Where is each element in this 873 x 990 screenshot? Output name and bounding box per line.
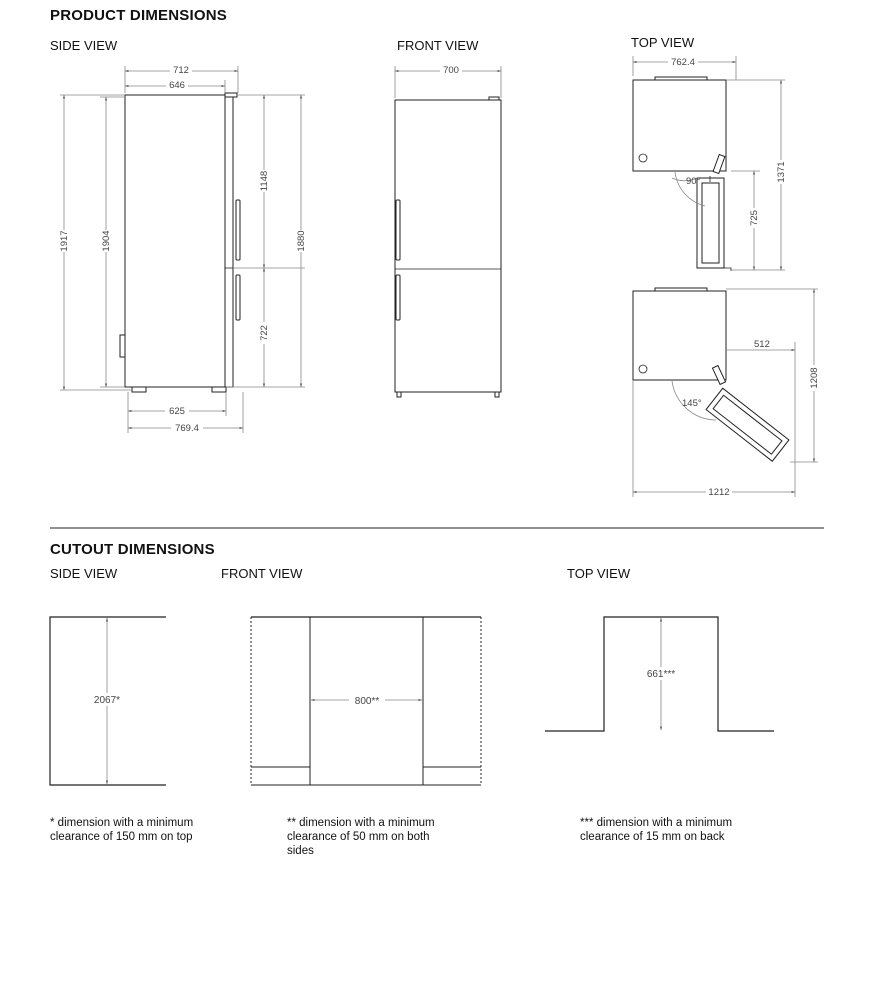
top-width-145-label: 1212 <box>708 487 730 498</box>
product-dimensions-heading: PRODUCT DIMENSIONS <box>50 7 227 24</box>
top-clear-512-label: 512 <box>754 339 770 350</box>
top-angle-90-label: 90° <box>686 176 701 187</box>
front-width-label: 700 <box>443 65 459 76</box>
top-angle-145-label: 145° <box>682 398 702 409</box>
cutout-top-note: *** dimension with a minimum clearance of 15 mm on back <box>580 817 733 843</box>
cutout-top-dim-label: 661*** <box>646 669 676 680</box>
cutout-top-view-label: TOP VIEW <box>567 566 631 581</box>
side-depth-open-label: 769.4 <box>175 423 199 434</box>
product-side-view-label: SIDE VIEW <box>50 38 118 53</box>
top-depth-90-label: 1371 <box>776 161 787 183</box>
side-depth-bottom-label: 625 <box>169 406 185 417</box>
side-depth-total-label: 712 <box>173 65 189 76</box>
product-top-view-90-drawing <box>633 56 787 271</box>
cutout-front-note: ** dimension with a minimum clearance of 50 mm on both sides <box>287 817 435 857</box>
side-freezer-door-label: 722 <box>259 325 270 341</box>
product-front-view-drawing <box>395 64 501 397</box>
side-depth-body-label: 646 <box>169 80 185 91</box>
cutout-front-dim-label: 800** <box>354 696 380 707</box>
side-height-body-label: 1904 <box>101 230 112 252</box>
product-top-view-145-drawing <box>633 288 820 498</box>
side-height-total-label: 1917 <box>59 230 70 252</box>
cutout-side-view-label: SIDE VIEW <box>50 566 118 581</box>
cutout-dimensions-heading: CUTOUT DIMENSIONS <box>50 541 215 558</box>
cutout-side-view-drawing <box>50 617 166 785</box>
cutout-front-view-drawing <box>251 617 481 785</box>
top-width-total-label: 762.4 <box>671 57 695 68</box>
side-height-1880-label: 1880 <box>296 230 307 252</box>
cutout-side-dim-label: 2067* <box>93 695 121 706</box>
top-door-725-label: 725 <box>749 210 760 226</box>
cutout-side-note: * dimension with a minimum clearance of 150 mm on top <box>50 817 194 843</box>
product-side-view-drawing <box>58 64 307 434</box>
product-front-view-label: FRONT VIEW <box>397 38 479 53</box>
top-depth-145-label: 1208 <box>809 367 820 389</box>
side-fridge-door-label: 1148 <box>259 170 270 192</box>
cutout-front-view-label: FRONT VIEW <box>221 566 303 581</box>
product-top-view-label: TOP VIEW <box>631 35 695 50</box>
cutout-top-view-drawing <box>545 617 774 731</box>
